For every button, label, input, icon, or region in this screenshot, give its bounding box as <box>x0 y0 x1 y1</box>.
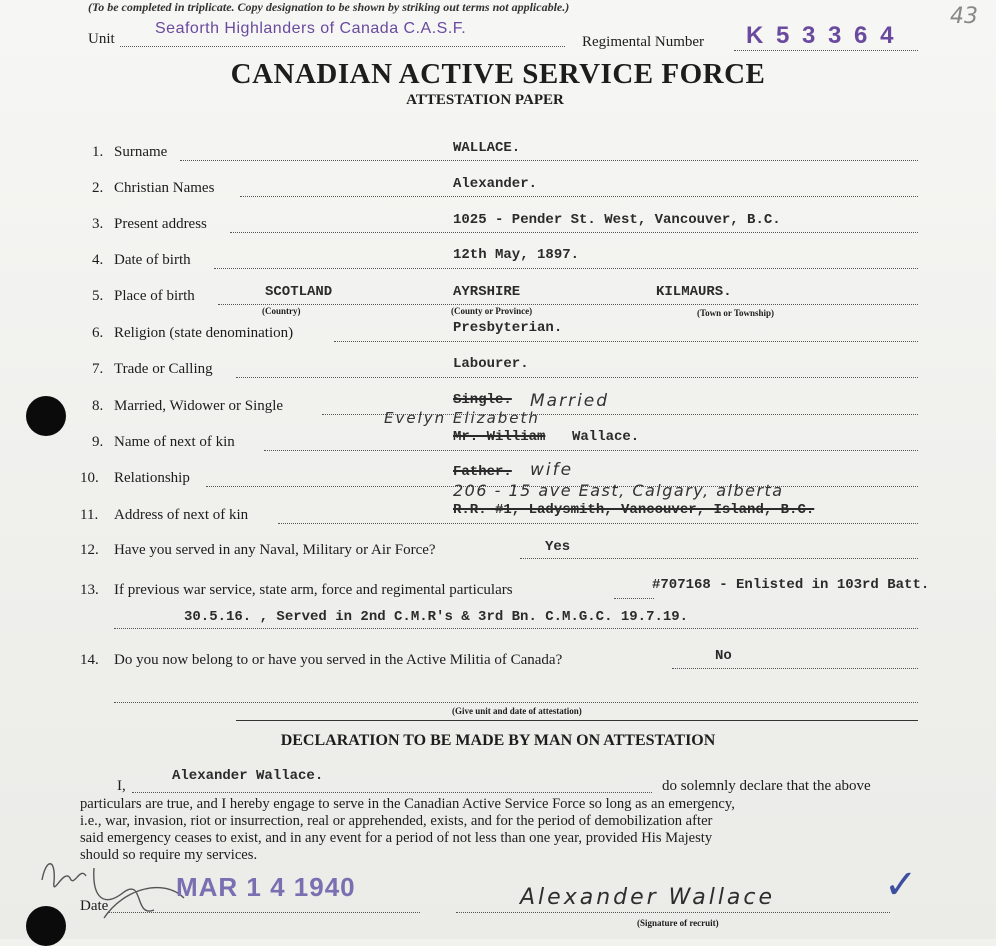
divider-rule <box>236 720 918 721</box>
relationship-handwritten: wife <box>530 460 574 480</box>
kin-first-names: Evelyn Elizabeth <box>384 409 540 427</box>
marital-struck: Single. <box>453 392 512 408</box>
declaration-line5: should so require my services. <box>80 847 258 863</box>
trade-value: Labourer. <box>453 356 529 372</box>
check-mark: ✓ <box>884 862 918 908</box>
kin-struck-prefix: Mr. William <box>453 429 546 445</box>
war-service-line1: #707168 - Enlisted in 103rd Batt. <box>652 577 930 593</box>
religion-value: Presbyterian. <box>453 320 563 336</box>
kin-address-handwritten: 206 - 15 ave East, Calgary, alberta <box>453 481 784 500</box>
corner-mark: 43 <box>950 4 978 29</box>
instruction-text: (To be completed in triplicate. Copy designation to be shown by striking out terms not applicable.) <box>88 0 570 14</box>
birth-town: KILMAURS. <box>656 284 732 300</box>
marital-handwritten: Married <box>530 391 610 411</box>
kin-address-struck: R.R. #1, Ladysmith, Vancouver, Island, B.C. <box>453 502 815 518</box>
attestation-paper: (To be completed in triplicate. Copy designation to be shown by striking out terms not applicable.) Unit Seaforth Highlanders of Canada C.A.S.F. Regimental Number K 5 3 3 6 4 43 CANADIAN ACTIVE SERVICE FORCE ATTESTATION PAPER 1. Surname WALLACE. 2. Christian Names Alexander. 3. Present address 1025 - Pender St. West, Vancouver, B.C. 4. Date of birth 12th May, 1897. 5. Place of birth SCOTLAND (Country) AYRSHIRE (County or Province) KILMAURS. (Town or Township) 6. Religion (state denomination) Presbyterian. 7. Trade or Calling Labourer. 8. Married, Widower or Single Single. Married Evelyn Elizabeth 9. Name of next of kin Mr. William Wallace. 10. Relationship Father. wife 206 - 15 ave East, Calgary, alberta 11. Address of next of kin R.R. #1, Ladysmith, Vancouver, Island, B.C. 12. Have you served in any Naval, Military or Air Force? Yes 13. If previous war service, state arm, force and regimental particulars #707168 - Enlisted in 103rd Batt. 30.5.16. , Served in 2nd C.M.R's & 3rd Bn. C.M.G.C. 19.7.19. 14. Do you now belong to or have you served in the Active Militia of Canada? No (Give unit and date of attestation) DECLARATION TO BE MADE BY MAN ON ATTESTATION I, Alexander Wallace. do solemnly declare that the above particulars are true, and I hereby engage to serve in the Canadian Active Service Force so long as an emergency, i.e., war, invasion, riot or insurrection, real or apprehended, exists, and for the period of demobilization after said emergency ceases to exist, and in any event for a period of not less than one year, provided His Majesty should so require my services. Date MAR 1 4 1940 Alexander Wallace (Signature of recruit) ✓ <box>0 0 996 939</box>
date-label: Date <box>80 898 109 914</box>
document-subtitle: ATTESTATION PAPER <box>406 92 564 108</box>
relationship-struck: Father. <box>453 464 512 480</box>
date-of-birth-value: 12th May, 1897. <box>453 247 580 263</box>
regimental-number-value: K 5 3 3 6 4 <box>746 22 897 49</box>
birth-country-caption: (Country) <box>262 306 301 316</box>
present-address-value: 1025 - Pender St. West, Vancouver, B.C. <box>453 212 781 228</box>
unit-label: Unit <box>88 31 115 47</box>
document-title: CANADIAN ACTIVE SERVICE FORCE <box>230 58 766 90</box>
declaration-name: Alexander Wallace. <box>172 768 324 784</box>
kin-surname: Wallace. <box>572 429 640 445</box>
unit-value: Seaforth Highlanders of Canada C.A.S.F. <box>155 20 467 37</box>
birth-county: AYRSHIRE <box>453 284 521 300</box>
declaration-line2: particulars are true, and I hereby engage to serve in the Canadian Active Service Force so long as an emergency, <box>80 796 735 812</box>
militia-value: No <box>715 648 732 664</box>
declaration-heading: DECLARATION TO BE MADE BY MAN ON ATTESTATION <box>280 732 716 749</box>
declaration-line3: i.e., war, invasion, riot or insurrection, real or apprehended, exists, and for the period of demobilization after <box>80 813 713 829</box>
signature-caption: (Signature of recruit) <box>637 918 719 928</box>
punch-hole-top <box>26 396 66 436</box>
birth-county-caption: (County or Province) <box>451 306 533 316</box>
christian-names-value: Alexander. <box>453 176 538 192</box>
declaration-line1-tail: do solemnly declare that the above <box>662 778 871 794</box>
militia-caption: (Give unit and date of attestation) <box>452 706 582 716</box>
birth-town-caption: (Town or Township) <box>697 308 775 318</box>
war-service-line2: 30.5.16. , Served in 2nd C.M.R's & 3rd Bn. C.M.G.C. 19.7.19. <box>184 609 689 625</box>
previous-service-value: Yes <box>545 539 571 555</box>
recruit-signature: Alexander Wallace <box>520 885 776 910</box>
date-stamp: MAR 1 4 1940 <box>176 872 356 902</box>
declaration-line4: said emergency ceases to exist, and in any event for a period of not less than one year, provided His Majesty <box>80 830 713 846</box>
surname-value: WALLACE. <box>453 140 521 156</box>
regimental-number-label: Regimental Number <box>582 34 705 50</box>
birth-country: SCOTLAND <box>265 284 333 300</box>
declaration-i: I, <box>117 778 126 794</box>
